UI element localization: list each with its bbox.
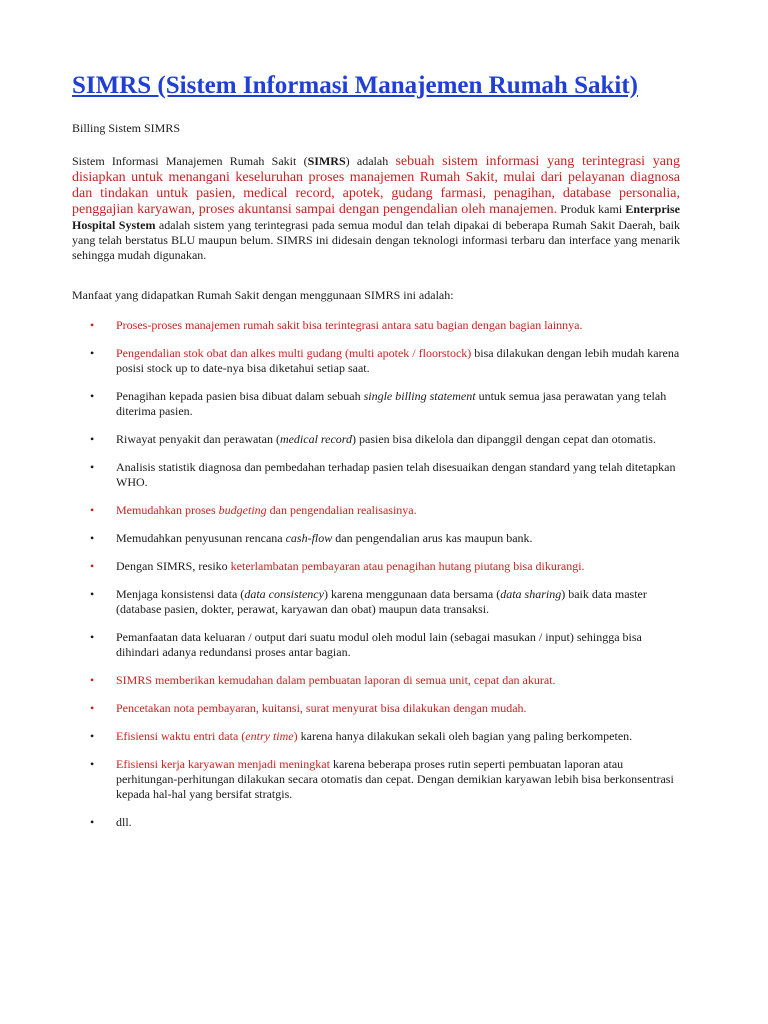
list-item-text: Analisis statistik diagnosa dan pembedahan terhadap pasien telah disesuaikan dengan standard yang telah ditetapkan WHO. (116, 460, 676, 489)
list-item (72, 630, 680, 660)
intro-simrs: SIMRS (307, 154, 346, 168)
list-item (72, 503, 680, 518)
bullet-marker: • (90, 757, 95, 771)
list-item (72, 701, 680, 716)
list-item (72, 757, 680, 802)
list-item-text: data consistency (244, 587, 324, 601)
list-item-text: Penagihan kepada pasien bisa dibuat dalam sebuah (116, 389, 364, 403)
list-item-text: karena hanya dilakukan sekali oleh bagian yang paling berkompeten. (297, 729, 633, 743)
intro-highlight: sebuah sistem informasi yang terintegrasi yang disiapkan untuk menangani keseluruhan proses manajemen Rumah Sakit, mulai dari pelayanan diagnosa dan tindakan untuk pasien, medical record, apotek, gudang farmasi, penagihan, database personalia, penggajian karyawan, proses akuntansi sampai dengan pengendalian oleh manajemen. (72, 154, 681, 217)
list-item-text: karena beberapa proses rutin seperti pembuatan laporan atau perhitungan-perhitungan dilakukan secara otomatis dan cepat. Dengan demikian karyawan lebih bisa berkonsentrasi kepada hal-hal yang bersifat stratgis. (116, 757, 674, 801)
list-item-text: dan pengendalian realisasinya. (266, 503, 417, 517)
intro-text: Produk kami (557, 202, 626, 216)
list-item (72, 389, 680, 419)
list-item-text: budgeting (218, 503, 267, 517)
list-item-text: Pencetakan nota pembayaran, kuitansi, surat menyurat bisa dilakukan dengan mudah. (116, 701, 527, 715)
list-item-text: Efisiensi waktu entri data ( (116, 729, 246, 743)
page-subtitle: Billing Sistem SIMRS (72, 121, 181, 135)
bullet-marker: • (90, 729, 95, 743)
list-item (72, 460, 680, 490)
bullet-marker: • (90, 559, 95, 573)
list-item-text: SIMRS memberikan kemudahan dalam pembuatan laporan di semua unit, cepat dan akurat. (116, 673, 556, 687)
list-item-text: ) karena menggunaan data bersama ( (323, 587, 501, 601)
bullet-marker: • (90, 531, 95, 545)
list-item-text: dll. (116, 815, 132, 829)
intro-product-name: Enterprise Hospital System (72, 202, 680, 232)
list-item-text: data sharing (500, 587, 562, 601)
list-item-text: Pengendalian stok obat dan alkes multi gudang (multi apotek / floorstock) (116, 346, 472, 360)
list-item-text: dan pengendalian arus kas maupun bank. (332, 531, 533, 545)
list-item-text: Pemanfaatan data keluaran / output dari suatu modul oleh modul lain (sebagai masukan / input) sehingga bisa dihindari adanya redundansi proses antar bagian. (116, 630, 642, 659)
bullet-marker: • (90, 815, 95, 829)
list-item (72, 318, 680, 333)
intro-text: Sistem Informasi Manajemen Rumah Sakit ( (72, 154, 308, 168)
bullet-marker: • (90, 630, 95, 644)
bullet-marker: • (90, 673, 95, 687)
list-item-text: entry time (245, 729, 294, 743)
bullet-marker: • (90, 389, 95, 403)
intro-text: ) adalah (345, 154, 396, 168)
list-item (72, 815, 680, 830)
bullet-marker: • (90, 460, 95, 474)
list-item (72, 432, 680, 447)
list-item-text: single billing statement (363, 389, 476, 403)
bullet-marker: • (90, 503, 95, 517)
list-item-text: bisa dilakukan dengan lebih mudah karena posisi stock up to date-nya bisa diketahui setiap saat. (116, 346, 680, 375)
bullet-marker: • (90, 587, 95, 601)
list-item-text: Riwayat penyakit dan perawatan ( (116, 432, 280, 446)
list-item-text: Memudahkan penyusunan rencana (116, 531, 286, 545)
bullet-marker: • (90, 701, 95, 715)
intro-text: adalah sistem yang terintegrasi pada semua modul dan telah dipakai di beberapa Rumah Sakit Daerah, baik yang telah berstatus BLU maupun belum. SIMRS ini didesain dengan teknologi informasi terbaru dan interface yang menarik sehingga mudah digunakan. (72, 218, 680, 262)
list-item-text: keterlambatan pembayaran atau penagihan hutang piutang bisa dikurangi. (230, 559, 585, 573)
list-item-text: cash-flow (285, 531, 333, 545)
list-item (72, 729, 680, 744)
list-item-text: Menjaga konsistensi data ( (116, 587, 245, 601)
list-item (72, 587, 680, 617)
list-item-text: ) pasien bisa dikelola dan dipanggil dengan cepat dan otomatis. (352, 432, 656, 446)
list-item (72, 346, 680, 376)
page-title[interactable]: SIMRS (Sistem Informasi Manajemen Rumah Sakit) (72, 72, 638, 99)
bullet-marker: • (90, 432, 95, 446)
list-item (72, 673, 680, 688)
list-item-text: medical record (279, 432, 353, 446)
intro-paragraph (72, 154, 680, 263)
bullet-marker: • (90, 346, 95, 360)
list-item-text: Memudahkan proses (116, 503, 219, 517)
list-item (72, 559, 680, 574)
bullet-marker: • (90, 318, 95, 332)
benefits-lead: Manfaat yang didapatkan Rumah Sakit dengan menggunaan SIMRS ini adalah: (72, 288, 454, 302)
list-item-text: ) baik data master (database pasien, dokter, perawat, karyawan dan obat) maupun data transaksi. (116, 587, 647, 616)
list-item-text: Dengan SIMRS, resiko (116, 559, 231, 573)
list-item (72, 531, 680, 546)
list-item-text: Efisiensi kerja karyawan menjadi meningkat (116, 757, 330, 771)
list-item-text: Proses-proses manajemen rumah sakit bisa terintegrasi antara satu bagian dengan bagian lainnya. (116, 318, 583, 332)
list-item-text: ) (293, 729, 298, 743)
benefits-list (72, 318, 680, 830)
list-item-text: untuk semua jasa perawatan yang telah diterima pasien. (116, 389, 667, 418)
